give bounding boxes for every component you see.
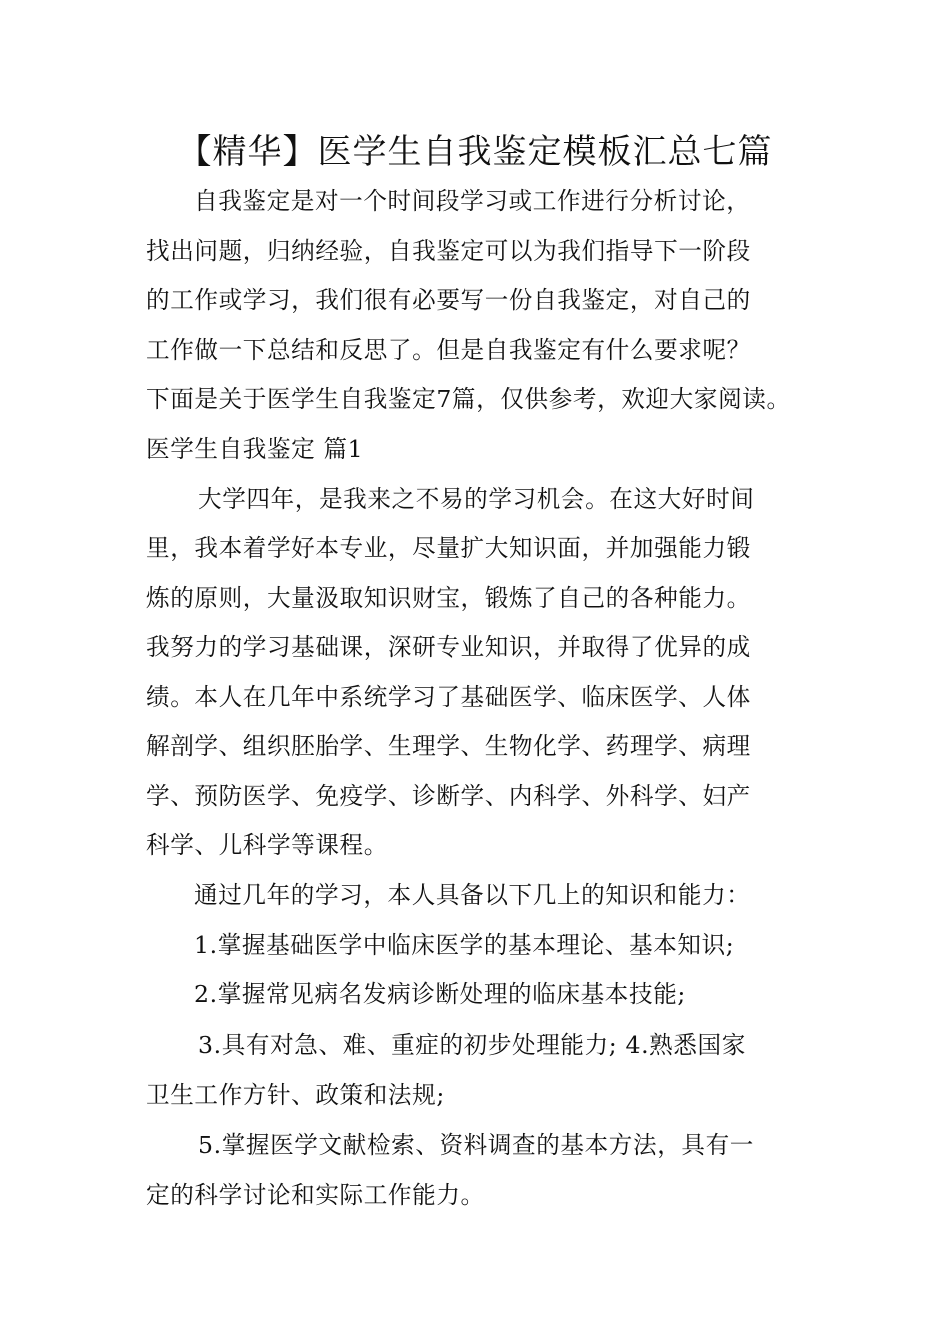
text-line: 自我鉴定是对一个时间段学习或工作进行分析讨论， [194,187,751,215]
document-title: 【精华】医学生自我鉴定模板汇总七篇 [177,132,773,172]
text-line: 科学、儿科学等课程。 [146,831,388,859]
text-line: 工作做一下总结和反思了。但是自我鉴定有什么要求呢？ [146,336,751,364]
text-line: 解剖学、组织胚胎学、生理学、生物化学、药理学、病理 [146,732,751,760]
text-line: 学、预防医学、免疫学、诊断学、内科学、外科学、妇产 [146,782,751,810]
list-item: 5.掌握医学文献检索、资料调查的基本方法，具有一 [198,1131,754,1159]
list-item: 3.具有对急、难、重症的初步处理能力; 4.熟悉国家 [198,1031,746,1059]
section-heading: 医学生自我鉴定 篇1 [146,435,364,463]
text-line: 卫生工作方针、政策和法规; [146,1081,445,1109]
text-line: 我努力的学习基础课，深研专业知识，并取得了优异的成 [146,633,751,661]
text-line: 通过几年的学习，本人具备以下几上的知识和能力： [194,881,751,909]
text-line: 定的科学讨论和实际工作能力。 [146,1181,485,1209]
text-line: 里，我本着学好本专业，尽量扩大知识面，并加强能力锻 [146,534,751,562]
text-line: 炼的原则，大量汲取知识财宝，锻炼了自己的各种能力。 [146,584,751,612]
list-item: 1.掌握基础医学中临床医学的基本理论、基本知识; [194,931,735,959]
text-line: 找出问题，归纳经验，自我鉴定可以为我们指导下一阶段 [146,237,751,265]
text-line: 绩。本人在几年中系统学习了基础医学、临床医学、人体 [146,683,751,711]
text-line: 的工作或学习，我们很有必要写一份自我鉴定，对自己的 [146,286,751,314]
list-item: 2.掌握常见病名发病诊断处理的临床基本技能; [194,980,686,1008]
text-line: 大学四年，是我来之不易的学习机会。在这大好时间 [198,485,755,513]
text-line: 下面是关于医学生自我鉴定7篇，仅供参考，欢迎大家阅读。 [146,385,791,413]
